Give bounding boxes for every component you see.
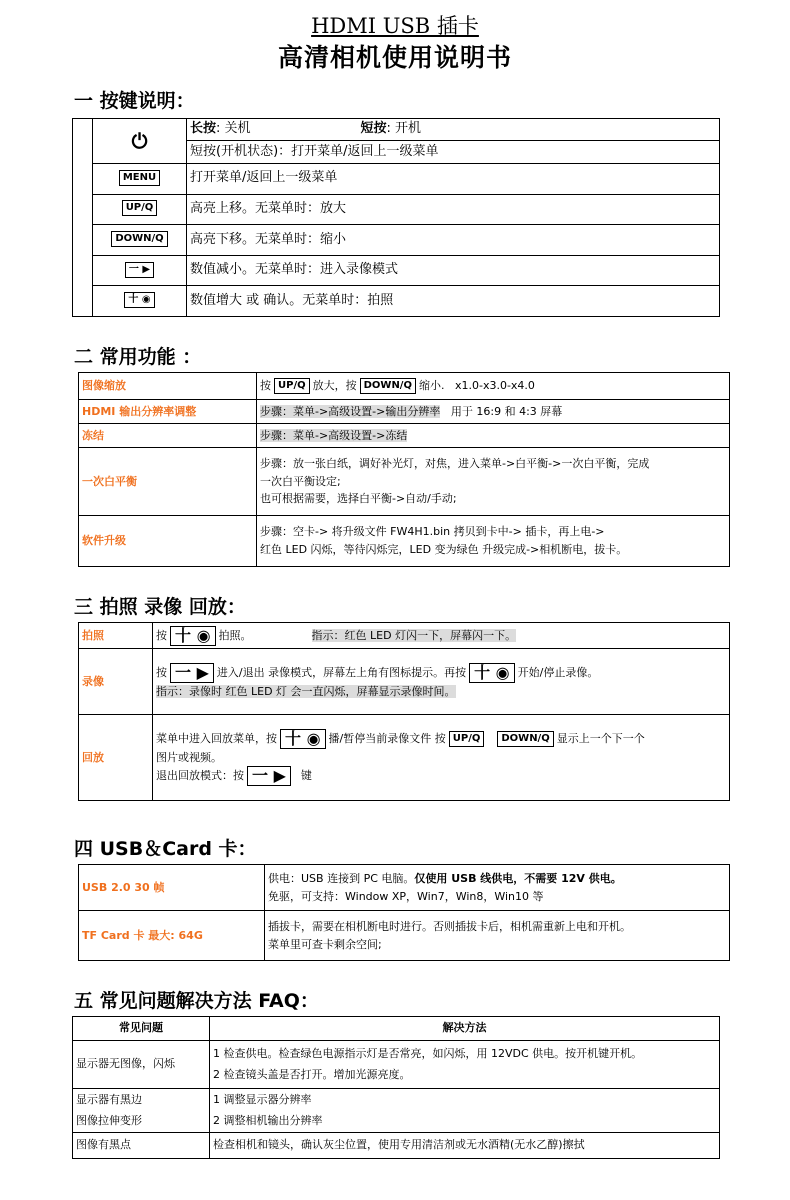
minus-record-icon: 一 ▶ — [93, 255, 187, 286]
faq-q3: 图像有黑点 — [73, 1133, 210, 1159]
up-desc: 高亮上移。无菜单时：放大 — [187, 194, 720, 225]
keys-table — [72, 118, 720, 317]
usb-label: USB 2.0 30 帧 — [79, 865, 265, 911]
faq-header-solution: 解决方法 — [210, 1017, 720, 1041]
menu-desc: 打开菜单/返回上一级菜单 — [187, 163, 720, 194]
plus-camera-icon: 十 ◉ — [469, 663, 515, 683]
zoom-label: 图像缩放 — [79, 373, 257, 400]
section-heading-faq: 五 常见问题解决方法 FAQ： — [74, 990, 319, 1012]
down-desc: 高亮下移。无菜单时：缩小 — [187, 225, 720, 256]
hdmi-label: HDMI 输出分辨率调整 — [79, 400, 257, 424]
up-zoom-icon: UP/Q — [274, 378, 310, 394]
rec-label: 录像 — [79, 649, 153, 715]
freeze-label: 冻结 — [79, 424, 257, 448]
faq-table — [72, 1016, 720, 1159]
fw-desc: 步骤：空卡-> 将升级文件 FW4H1.bin 拷贝到卡中-> 插卡，再上电-> 红色 LED 闪烁，等待闪烁完，LED 变为绿色 升级完成->相机断电，拔卡。 — [257, 516, 730, 567]
section-heading-usb: 四 USB＆Card 卡： — [74, 838, 257, 860]
up-zoom-icon: UP/Q — [93, 194, 187, 225]
doc-title-line1: HDMI USB 插卡 — [311, 14, 479, 38]
menu-icon: MENU — [93, 163, 187, 194]
down-zoom-icon: DOWN/Q — [93, 225, 187, 256]
capture-table — [78, 622, 730, 801]
faq-header-question: 常见问题 — [73, 1017, 210, 1041]
power-row1: 长按: 关机 短按: 开机 — [187, 119, 720, 141]
faq-q2: 显示器有黑边 图像拉伸变形 — [73, 1089, 210, 1133]
up-zoom-icon: UP/Q — [449, 731, 485, 747]
minus-record-icon: 一 ▶ — [170, 663, 214, 683]
plus-camera-icon: 十 ◉ — [93, 286, 187, 317]
doc-title-line2: 高清相机使用说明书 — [277, 43, 512, 72]
freeze-desc: 步骤：菜单->高级设置->冻结 — [257, 424, 730, 448]
tf-desc: 插拔卡，需要在相机断电时进行。否则插拔卡后，相机需重新上电和开机。 菜单里可查卡剩余空间; — [265, 911, 730, 961]
playback-desc: 菜单中进入回放菜单，按 十 ◉ 播/暂停当前录像文件 按 UP/Q DOWN/Q 显示上一个下一个 图片或视频。 退出回放模式：按 一 ▶ 键 — [153, 715, 730, 801]
section-heading-keys: 一 按键说明： — [74, 90, 195, 112]
faq-a3: 检查相机和镜头，确认灰尘位置，使用专用清洁剂或无水酒精(无水乙醇)擦拭 — [210, 1133, 720, 1159]
section-heading-capture: 三 拍照 录像 回放： — [74, 596, 246, 618]
zoom-desc: 按 UP/Q 放大，按 DOWN/Q 缩小. x1.0-x3.0-x4.0 — [257, 373, 730, 400]
power-icon: ⏻ — [93, 119, 187, 164]
faq-a1: 1 检查供电。检查绿色电源指示灯是否常亮，如闪烁，用 12VDC 供电。按开机键开机。 2 检查镜头盖是否打开。增加光源亮度。 — [210, 1041, 720, 1089]
plus-desc: 数值增大 或 确认。无菜单时：拍照 — [187, 286, 720, 317]
plus-camera-icon: 十 ◉ — [280, 729, 326, 749]
section-heading-functions: 二 常用功能 ： — [74, 346, 202, 368]
usb-desc: 供电：USB 连接到 PC 电脑。仅使用 USB 线供电，不需要 12V 供电。 免驱，可支持：Window XP，Win7，Win8，Win10 等 — [265, 865, 730, 911]
faq-a2: 1 调整显示器分辨率 2 调整相机输出分辨率 — [210, 1089, 720, 1133]
wb-desc: 步骤：放一张白纸，调好补光灯，对焦，进入菜单->白平衡->一次白平衡，完成 一次白平衡设定; 也可根据需要，选择白平衡->自动/手动; — [257, 448, 730, 516]
functions-table — [78, 372, 730, 567]
minus-record-icon: 一 ▶ — [247, 766, 291, 786]
keys-table-margin — [73, 119, 93, 317]
wb-label: 一次白平衡 — [79, 448, 257, 516]
plus-camera-icon: 十 ◉ — [170, 626, 216, 646]
faq-q1: 显示器无图像，闪烁 — [73, 1041, 210, 1089]
rec-desc: 按 一 ▶ 进入/退出 录像模式，屏幕左上角有图标提示。再按 十 ◉ 开始/停止录像。 指示：录像时 红色 LED 灯 会一直闪烁，屏幕显示录像时间。 — [153, 649, 730, 715]
tf-label: TF Card 卡 最大: 64G — [79, 911, 265, 961]
minus-desc: 数值减小。无菜单时：进入录像模式 — [187, 255, 720, 286]
photo-desc: 按 十 ◉ 拍照。 指示：红色 LED 灯闪一下，屏幕闪一下。 — [153, 623, 730, 649]
power-row2: 短按(开机状态)：打开菜单/返回上一级菜单 — [187, 141, 720, 163]
hdmi-desc: 步骤：菜单->高级设置->输出分辨率 用于 16:9 和 4:3 屏幕 — [257, 400, 730, 424]
usb-table — [78, 864, 730, 961]
photo-label: 拍照 — [79, 623, 153, 649]
down-zoom-icon: DOWN/Q — [497, 731, 553, 747]
fw-label: 软件升级 — [79, 516, 257, 567]
down-zoom-icon: DOWN/Q — [360, 378, 416, 394]
playback-label: 回放 — [79, 715, 153, 801]
